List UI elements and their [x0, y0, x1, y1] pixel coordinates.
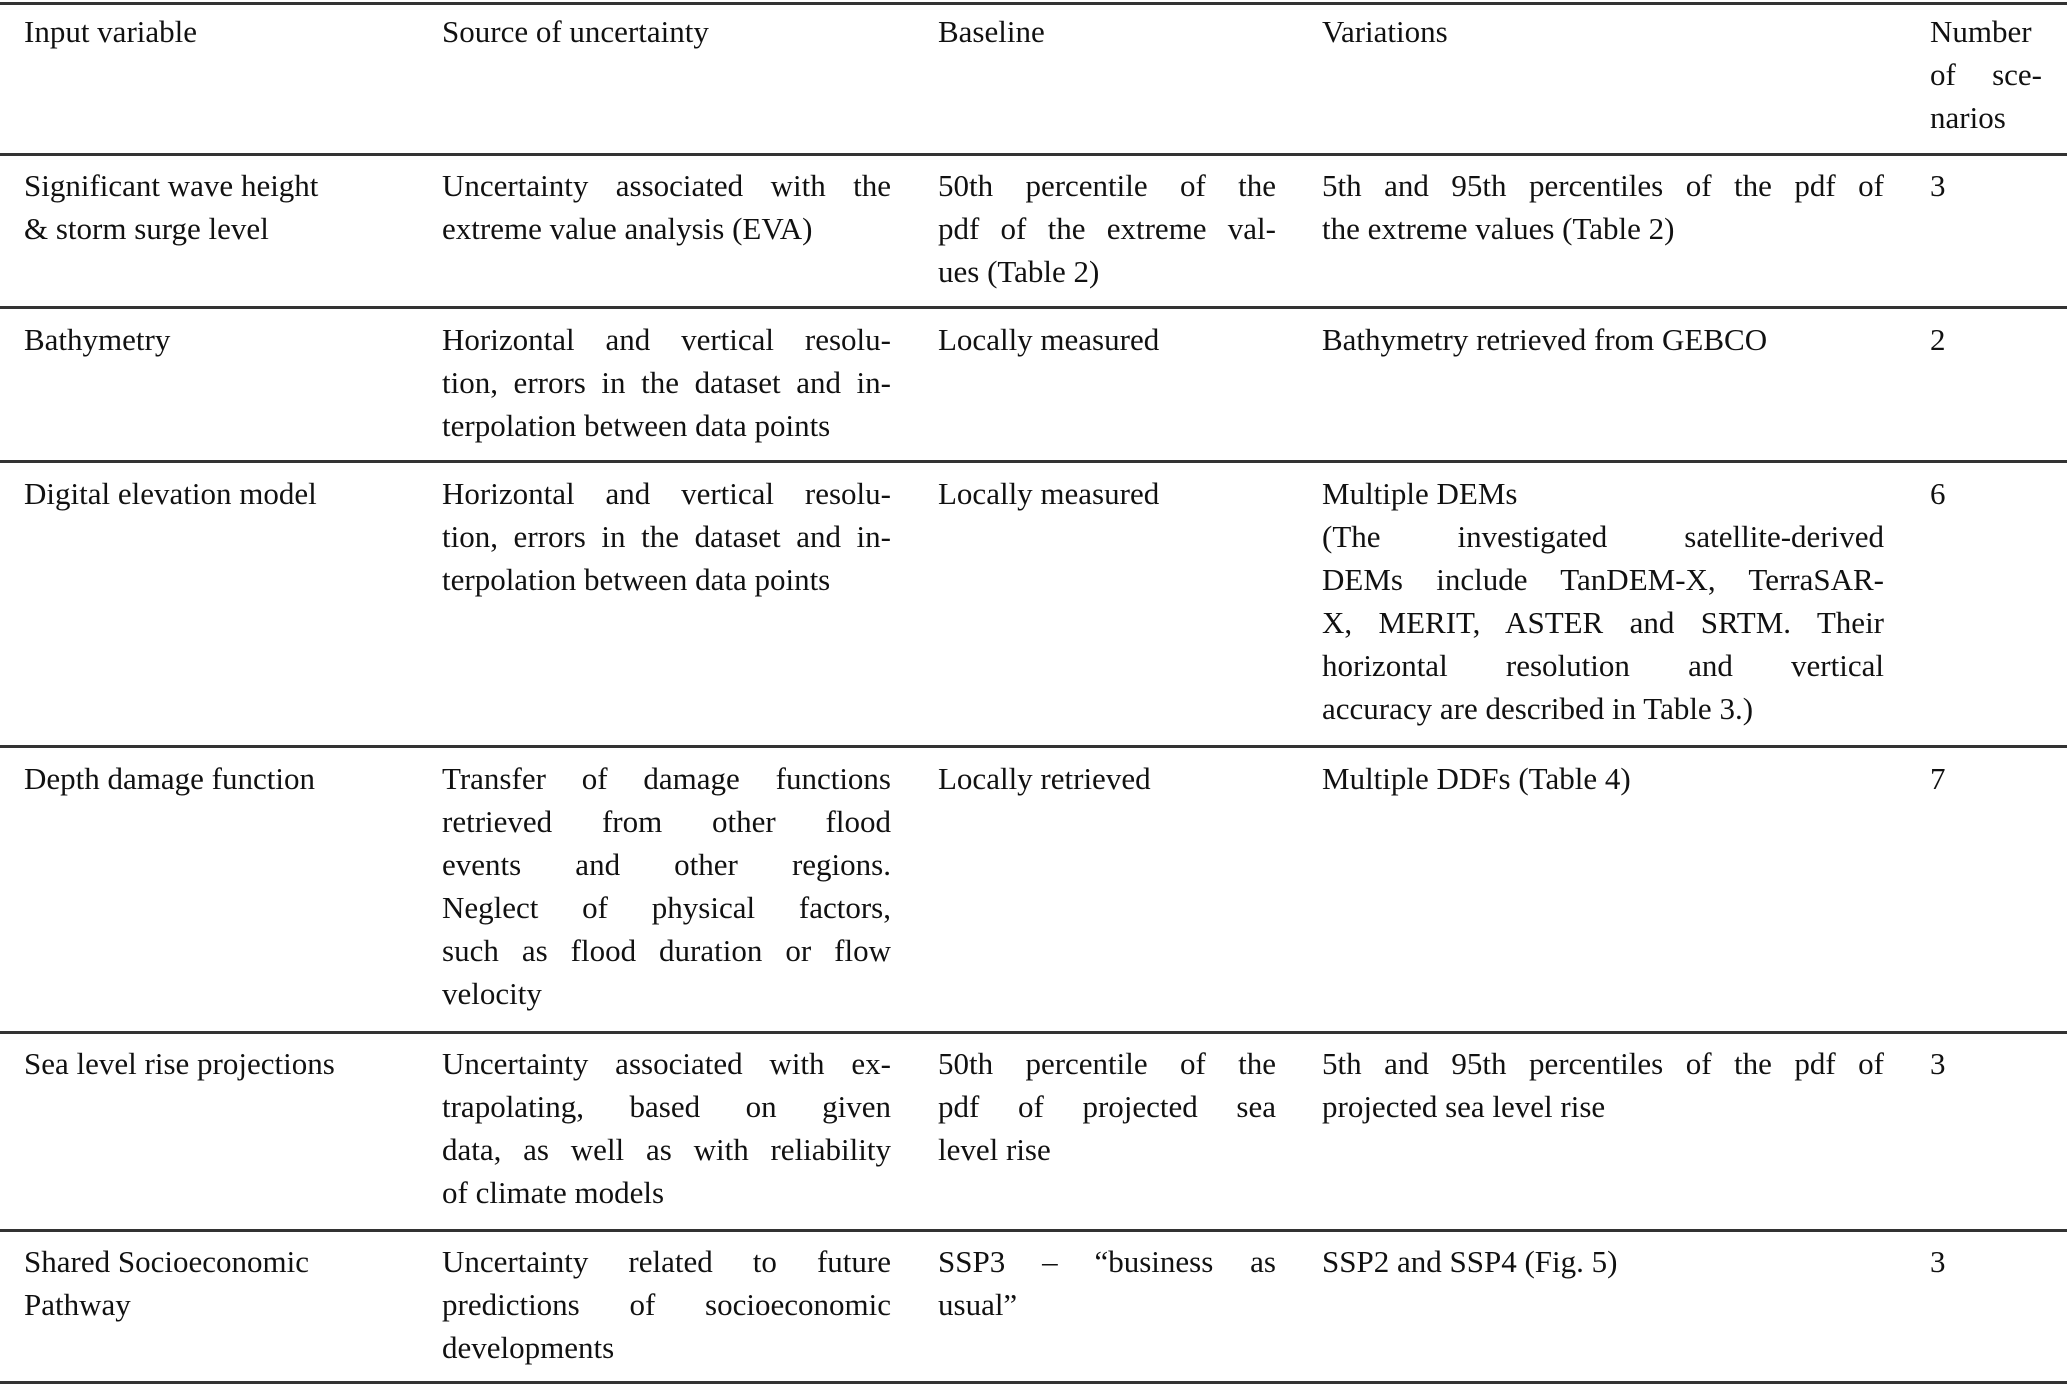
cell-line: (The investigated satellite-derived	[1322, 519, 1884, 554]
header-bottom-rule	[0, 153, 2067, 156]
cell-line: 3	[1930, 168, 1946, 203]
cell-scenarios	[1930, 1240, 2042, 1283]
cell-line: data, as well as with reliability	[442, 1132, 891, 1167]
cell-scenarios	[1930, 1042, 2042, 1085]
cell-line: extreme value analysis (EVA)	[442, 211, 813, 246]
cell-variations	[1322, 472, 1884, 730]
row-divider	[0, 306, 2067, 309]
cell-variations	[1322, 1240, 1884, 1283]
cell-line: Horizontal and vertical resolu-	[442, 476, 891, 511]
cell-line: of climate models	[442, 1175, 665, 1210]
cell-line: SSP3 – “business as	[938, 1244, 1276, 1279]
cell-line: Variations	[1322, 14, 1448, 49]
table-bottom-rule	[0, 1381, 2067, 1384]
cell-line: Horizontal and vertical resolu-	[442, 322, 891, 357]
table-top-rule	[0, 2, 2067, 5]
cell-line: accuracy are described in Table 3.)	[1322, 691, 1754, 726]
cell-line: Bathymetry retrieved from GEBCO	[1322, 322, 1768, 357]
cell-line: & storm surge level	[24, 211, 269, 246]
cell-line: velocity	[442, 976, 542, 1011]
cell-line: pdf of the extreme val-	[938, 211, 1276, 246]
row-divider	[0, 745, 2067, 748]
cell-line: Bathymetry	[24, 322, 171, 357]
cell-line: Locally measured	[938, 322, 1160, 357]
cell-line: Transfer of damage functions	[442, 761, 891, 796]
cell-source	[442, 757, 891, 1015]
cell-variations	[1322, 164, 1884, 250]
cell-line: 2	[1930, 322, 1946, 357]
cell-line: the extreme values (Table 2)	[1322, 211, 1675, 246]
cell-baseline	[938, 1240, 1276, 1326]
cell-variations	[1322, 318, 1884, 361]
cell-variations	[1322, 1042, 1884, 1128]
cell-line: tion, errors in the dataset and in-	[442, 519, 891, 554]
cell-line: such as flood duration or flow	[442, 933, 891, 968]
cell-scenarios	[1930, 757, 2042, 800]
cell-line: DEMs include TanDEM-X, TerraSAR-	[1322, 562, 1884, 597]
cell-line: trapolating, based on given	[442, 1089, 891, 1124]
cell-line: SSP2 and SSP4 (Fig. 5)	[1322, 1244, 1618, 1279]
cell-input-variable	[24, 1240, 424, 1326]
cell-source	[442, 1042, 891, 1214]
cell-line: Digital elevation model	[24, 476, 317, 511]
cell-line: Uncertainty associated with the	[442, 168, 891, 203]
cell-input-variable	[24, 757, 424, 800]
cell-input-variable	[24, 472, 424, 515]
cell-baseline	[938, 318, 1276, 361]
cell-input-variable	[24, 164, 424, 250]
cell-line: Number	[1930, 14, 2032, 49]
cell-line: Depth damage function	[24, 761, 315, 796]
cell-line: 5th and 95th percentiles of the pdf of	[1322, 1046, 1884, 1081]
row-divider	[0, 1229, 2067, 1232]
cell-line: terpolation between data points	[442, 562, 831, 597]
cell-line: predictions of socioeconomic	[442, 1287, 891, 1322]
cell-source	[442, 318, 891, 447]
cell-baseline	[938, 757, 1276, 800]
cell-source	[442, 1240, 891, 1369]
cell-line: horizontal resolution and vertical	[1322, 648, 1884, 683]
header-number-of-scenarios	[1930, 10, 2042, 139]
header-variations	[1322, 10, 1884, 53]
header-baseline	[938, 10, 1276, 53]
cell-variations	[1322, 757, 1884, 800]
cell-line: 50th percentile of the	[938, 168, 1276, 203]
cell-line: 5th and 95th percentiles of the pdf of	[1322, 168, 1884, 203]
cell-line: developments	[442, 1330, 615, 1365]
cell-line: Multiple DEMs	[1322, 476, 1518, 511]
cell-source	[442, 472, 891, 601]
cell-line: Shared Socioeconomic	[24, 1244, 309, 1279]
cell-source	[442, 164, 891, 250]
cell-line: Multiple DDFs (Table 4)	[1322, 761, 1631, 796]
row-divider	[0, 1031, 2067, 1034]
cell-line: Pathway	[24, 1287, 131, 1322]
cell-line: Uncertainty related to future	[442, 1244, 891, 1279]
cell-line: 50th percentile of the	[938, 1046, 1276, 1081]
cell-line: usual”	[938, 1287, 1018, 1322]
cell-line: 7	[1930, 761, 1946, 796]
cell-line: Significant wave height	[24, 168, 319, 203]
cell-line: events and other regions.	[442, 847, 891, 882]
cell-line: Locally retrieved	[938, 761, 1151, 796]
cell-scenarios	[1930, 472, 2042, 515]
cell-baseline	[938, 1042, 1276, 1171]
cell-line: of sce-	[1930, 57, 2042, 92]
cell-line: X, MERIT, ASTER and SRTM. Their	[1322, 605, 1884, 640]
cell-line: narios	[1930, 100, 2006, 135]
cell-baseline	[938, 164, 1276, 293]
cell-line: Neglect of physical factors,	[442, 890, 891, 925]
cell-baseline	[938, 472, 1276, 515]
cell-line: ues (Table 2)	[938, 254, 1100, 289]
cell-line: retrieved from other flood	[442, 804, 891, 839]
cell-line: 3	[1930, 1046, 1946, 1081]
row-divider	[0, 460, 2067, 463]
cell-line: pdf of projected sea	[938, 1089, 1276, 1124]
cell-input-variable	[24, 1042, 424, 1085]
cell-scenarios	[1930, 164, 2042, 207]
cell-line: Locally measured	[938, 476, 1160, 511]
cell-scenarios	[1930, 318, 2042, 361]
cell-line: projected sea level rise	[1322, 1089, 1606, 1124]
cell-line: tion, errors in the dataset and in-	[442, 365, 891, 400]
cell-line: Input variable	[24, 14, 198, 49]
cell-line: level rise	[938, 1132, 1051, 1167]
header-input-variable	[24, 10, 424, 53]
cell-line: 6	[1930, 476, 1946, 511]
cell-line: Baseline	[938, 14, 1045, 49]
cell-input-variable	[24, 318, 424, 361]
cell-line: Uncertainty associated with ex-	[442, 1046, 891, 1081]
cell-line: Sea level rise projections	[24, 1046, 335, 1081]
cell-line: Source of uncertainty	[442, 14, 709, 49]
cell-line: 3	[1930, 1244, 1946, 1279]
header-source-of-uncertainty	[442, 10, 891, 53]
cell-line: terpolation between data points	[442, 408, 831, 443]
